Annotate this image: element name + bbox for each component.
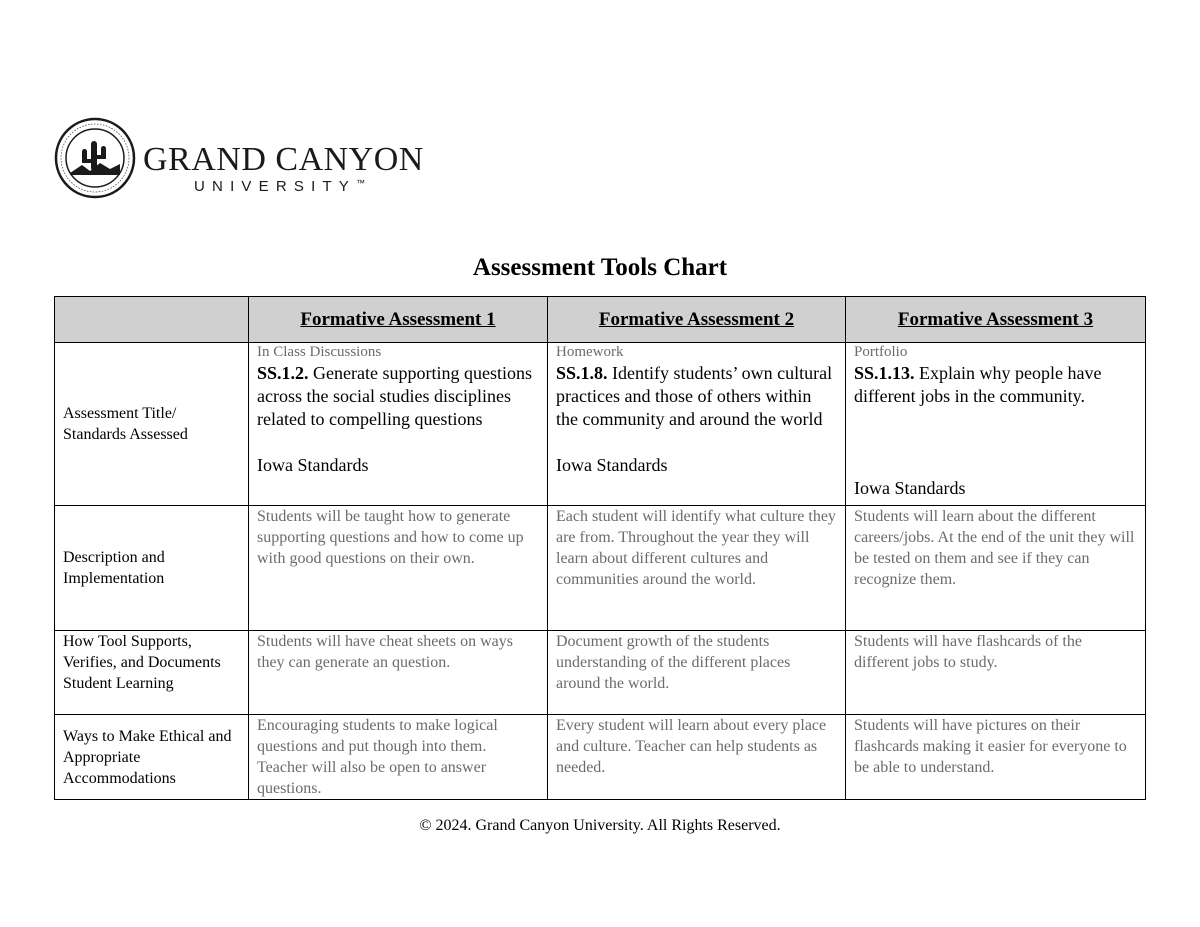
logo-name: GRAND CANYON	[143, 141, 424, 178]
row-label-description: Description and Implementation	[55, 506, 249, 631]
copyright-footer: © 2024. Grand Canyon University. All Rights Reserved.	[419, 817, 781, 834]
cell-title-standards-2	[548, 343, 846, 506]
cell-ethical-2: Every student will learn about every place and culture. Teacher can help students as needed.	[548, 715, 846, 800]
cell-description-3: Students will learn about the different careers/jobs. At the end of the unit they will be tested on them and see if they can recognize them.	[846, 506, 1146, 631]
row-label-ethical: Ways to Make Ethical and Appropriate Accommodations	[55, 715, 249, 800]
header-assessment-3: Formative Assessment 3	[846, 297, 1146, 343]
standard: SS.1.2. Generate supporting questions across the social studies disciplines related to compelling questions	[257, 363, 532, 429]
standard: SS.1.13. Explain why people have different jobs in the community.	[854, 363, 1102, 406]
cell-title-standards-3	[846, 343, 1146, 506]
table-row	[55, 506, 1146, 631]
table-row	[55, 343, 1146, 506]
logo-subtitle: UNIVERSITY™	[194, 178, 366, 195]
row-label-supports: How Tool Supports, Verifies, and Documents Student Learning	[55, 631, 249, 715]
header-empty	[55, 297, 249, 343]
cell-ethical-1: Encouraging students to make logical questions and put though into them. Teacher will also be open to answer questions.	[249, 715, 548, 800]
cell-description-2: Each student will identify what culture they are from. Throughout the year they will learn about different cultures and communities around the world.	[548, 506, 846, 631]
cell-supports-3: Students will have flashcards of the different jobs to study.	[846, 631, 1146, 715]
page-title: Assessment Tools Chart	[472, 254, 728, 281]
assessment-title: Portfolio	[854, 344, 908, 360]
assessment-title: In Class Discussions	[257, 344, 382, 360]
standards-source: Iowa Standards	[854, 478, 966, 498]
assessment-title: Homework	[556, 344, 624, 360]
table-row	[55, 715, 1146, 800]
standards-source: Iowa Standards	[257, 455, 369, 475]
table-header-row	[55, 297, 1146, 343]
university-seal-icon	[54, 117, 136, 199]
cell-supports-2: Document growth of the students understanding of the different places around the world.	[548, 631, 846, 715]
cell-ethical-3: Students will have pictures on their flashcards making it easier for everyone to be able to understand.	[846, 715, 1146, 800]
header-assessment-2: Formative Assessment 2	[548, 297, 846, 343]
assessment-table	[54, 296, 1146, 800]
standards-source: Iowa Standards	[556, 455, 668, 475]
table-row	[55, 631, 1146, 715]
standard: SS.1.8. Identify students’ own cultural practices and those of others within the community and around the world	[556, 363, 833, 429]
cell-description-1: Students will be taught how to generate supporting questions and how to come up with good questions on their own.	[249, 506, 548, 631]
cell-supports-1: Students will have cheat sheets on ways they can generate an question.	[249, 631, 548, 715]
header-assessment-1: Formative Assessment 1	[249, 297, 548, 343]
row-label-title-standards: Assessment Title/ Standards Assessed	[55, 343, 249, 506]
cell-title-standards-1	[249, 343, 548, 506]
university-logo	[54, 117, 434, 203]
